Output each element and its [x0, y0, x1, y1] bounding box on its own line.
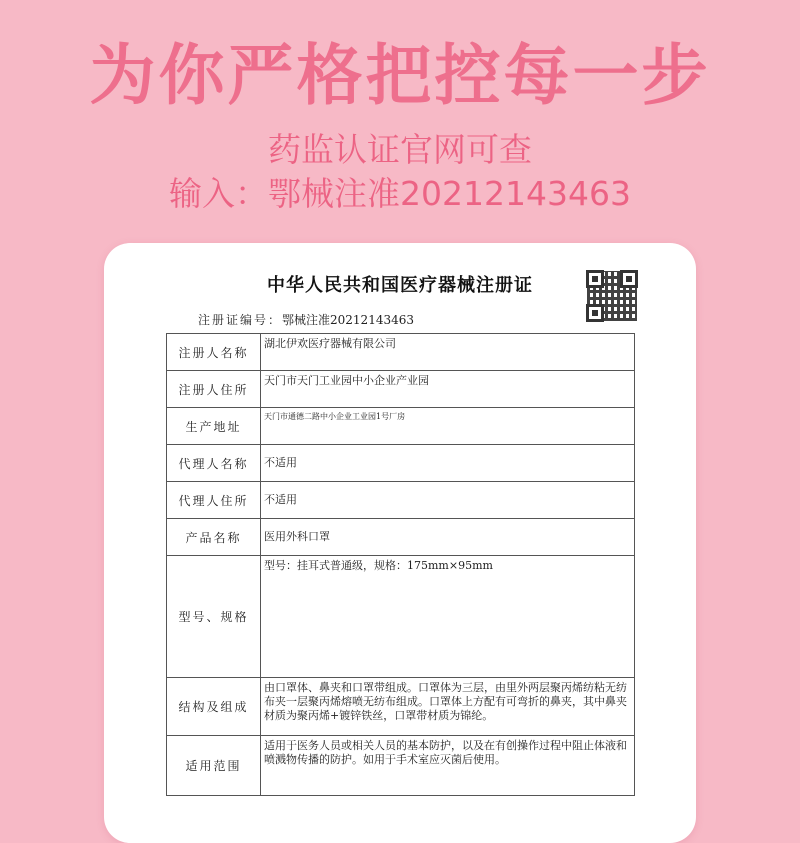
table-row	[167, 519, 635, 556]
qr-code-icon	[587, 271, 637, 321]
row-value: 湖北伊欢医疗器械有限公司	[261, 334, 635, 371]
certificate-table	[166, 333, 635, 796]
table-row	[167, 482, 635, 519]
certificate-card	[104, 243, 696, 843]
headline: 为你严格把控每一步	[89, 37, 711, 114]
row-label: 产品名称	[167, 519, 261, 556]
table-row	[167, 445, 635, 482]
row-label: 代理人名称	[167, 445, 261, 482]
row-value: 型号：挂耳式普通级，规格：175mm×95mm	[261, 556, 635, 678]
table-row	[167, 736, 635, 796]
row-value: 不适用	[261, 482, 635, 519]
registration-number	[198, 311, 414, 328]
row-value: 不适用	[261, 445, 635, 482]
verify-note: 药监认证官网可查	[268, 130, 532, 169]
table-row	[167, 371, 635, 408]
row-label: 生产地址	[167, 408, 261, 445]
table-row	[167, 408, 635, 445]
table-row	[167, 334, 635, 371]
table-row	[167, 678, 635, 736]
row-value: 适用于医务人员或相关人员的基本防护，以及在有创操作过程中阻止体液和喷溅物传播的防护。如用于手术室应灭菌后使用。	[261, 736, 635, 796]
row-label: 适用范围	[167, 736, 261, 796]
row-label: 注册人住所	[167, 371, 261, 408]
row-value: 天门市天门工业园中小企业产业园	[261, 371, 635, 408]
table-row	[167, 556, 635, 678]
row-label: 代理人住所	[167, 482, 261, 519]
row-value: 天门市通德二路中小企业工业园1号厂房	[261, 408, 635, 445]
search-instruction: 输入：鄂械注准20212143463	[169, 174, 631, 213]
row-value: 医用外科口罩	[261, 519, 635, 556]
row-label: 注册人名称	[167, 334, 261, 371]
row-label: 结构及组成	[167, 678, 261, 736]
registration-number-label: 注册证编号：	[198, 313, 283, 327]
certificate-title: 中华人民共和国医疗器械注册证	[267, 275, 533, 296]
registration-number-value: 鄂械注准20212143463	[282, 313, 414, 327]
row-label: 型号、规格	[167, 556, 261, 678]
row-value: 由口罩体、鼻夹和口罩带组成。口罩体为三层，由里外两层聚丙烯纺粘无纺布夹一层聚丙烯熔喷无纺布组成。口罩体上方配有可弯折的鼻夹，其中鼻夹材质为聚丙烯+镀锌铁丝，口罩带材质为锦纶。	[261, 678, 635, 736]
